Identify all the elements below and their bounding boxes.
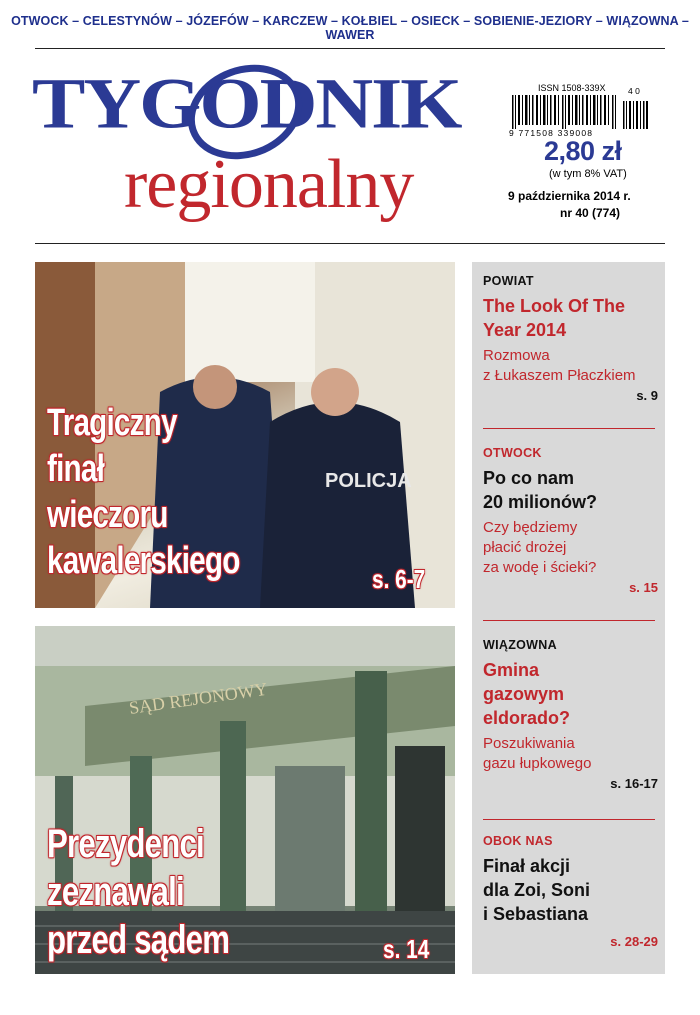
story-2-page-ref: s. 14 <box>383 934 430 964</box>
story-1-headline[interactable] <box>47 400 240 584</box>
teaser-powiat[interactable] <box>483 274 658 403</box>
barcode-digits: 9 771508 339008 <box>509 128 594 138</box>
police-jacket-text: POLICJA <box>325 470 412 492</box>
headline-line: finał <box>47 448 105 490</box>
teaser-wiazowna[interactable] <box>483 638 658 791</box>
headline-line: Tragiczny <box>47 402 177 444</box>
vat-note: (w tym 8% VAT) <box>549 168 627 180</box>
story-2-headline[interactable] <box>47 820 229 964</box>
headline-line: Prezydenci <box>47 822 204 866</box>
teaser-divider <box>483 620 655 621</box>
teaser-title: Gmina gazowym eldorado? <box>483 660 571 728</box>
masthead-rule <box>35 243 665 244</box>
teaser-otwock[interactable] <box>483 446 658 595</box>
issue-number: nr 40 (774) <box>560 206 621 220</box>
teaser-subtitle: Rozmowa z Łukaszem Płaczkiem <box>483 347 636 384</box>
court-sign-text: SĄD REJONOWY <box>127 678 269 718</box>
issue-date: 9 października 2014 r. <box>508 189 631 203</box>
price: 2,80 zł <box>544 136 622 166</box>
teaser-page: s. 16-17 <box>610 776 658 791</box>
headline-line: wieczoru <box>47 494 168 536</box>
teaser-label: OBOK NAS <box>483 834 553 848</box>
sidebar-teasers <box>472 262 665 974</box>
teaser-divider <box>483 428 655 429</box>
top-rule <box>35 48 665 49</box>
teaser-title: Po co nam 20 milionów? <box>483 468 598 512</box>
masthead-logo <box>32 58 512 238</box>
issn: ISSN 1508-339X <box>538 83 606 93</box>
masthead-subtitle: regionalny <box>124 146 414 223</box>
addon-number: 4 0 <box>628 86 640 96</box>
teaser-title: Finał akcji dla Zoi, Soni i Sebastiana <box>483 856 590 924</box>
teaser-page: s. 9 <box>636 388 658 403</box>
addon-barcode-icon <box>622 95 650 129</box>
teaser-label: WIĄZOWNA <box>483 638 557 652</box>
story-1-page-ref: s. 6-7 <box>372 564 426 594</box>
teaser-obok-nas[interactable] <box>483 834 658 949</box>
teaser-page: s. 15 <box>629 580 658 595</box>
barcode-icon <box>510 95 620 129</box>
headline-line: przed sądem <box>47 918 230 962</box>
masthead-title: TYGODNIK <box>32 64 461 144</box>
teaser-subtitle: Czy będziemy płacić drożej za wodę i ścieki? <box>483 519 597 576</box>
teaser-page: s. 28-29 <box>610 934 658 949</box>
teaser-label: OTWOCK <box>483 446 542 460</box>
teaser-subtitle: Poszukiwania gazu łupkowego <box>483 735 592 772</box>
headline-line: kawalerskiego <box>47 540 240 582</box>
towns-strip: OTWOCK – CELESTYNÓW – JÓZEFÓW – KARCZEW – KOŁBIEL – OSIECK – SOBIENIE-JEZIORY – WIĄZOWNA – WAWER <box>11 14 689 42</box>
teaser-title: The Look Of The Year 2014 <box>483 296 625 340</box>
teaser-label: POWIAT <box>483 274 534 288</box>
teaser-divider <box>483 819 655 820</box>
headline-line: zeznawali <box>47 870 184 914</box>
